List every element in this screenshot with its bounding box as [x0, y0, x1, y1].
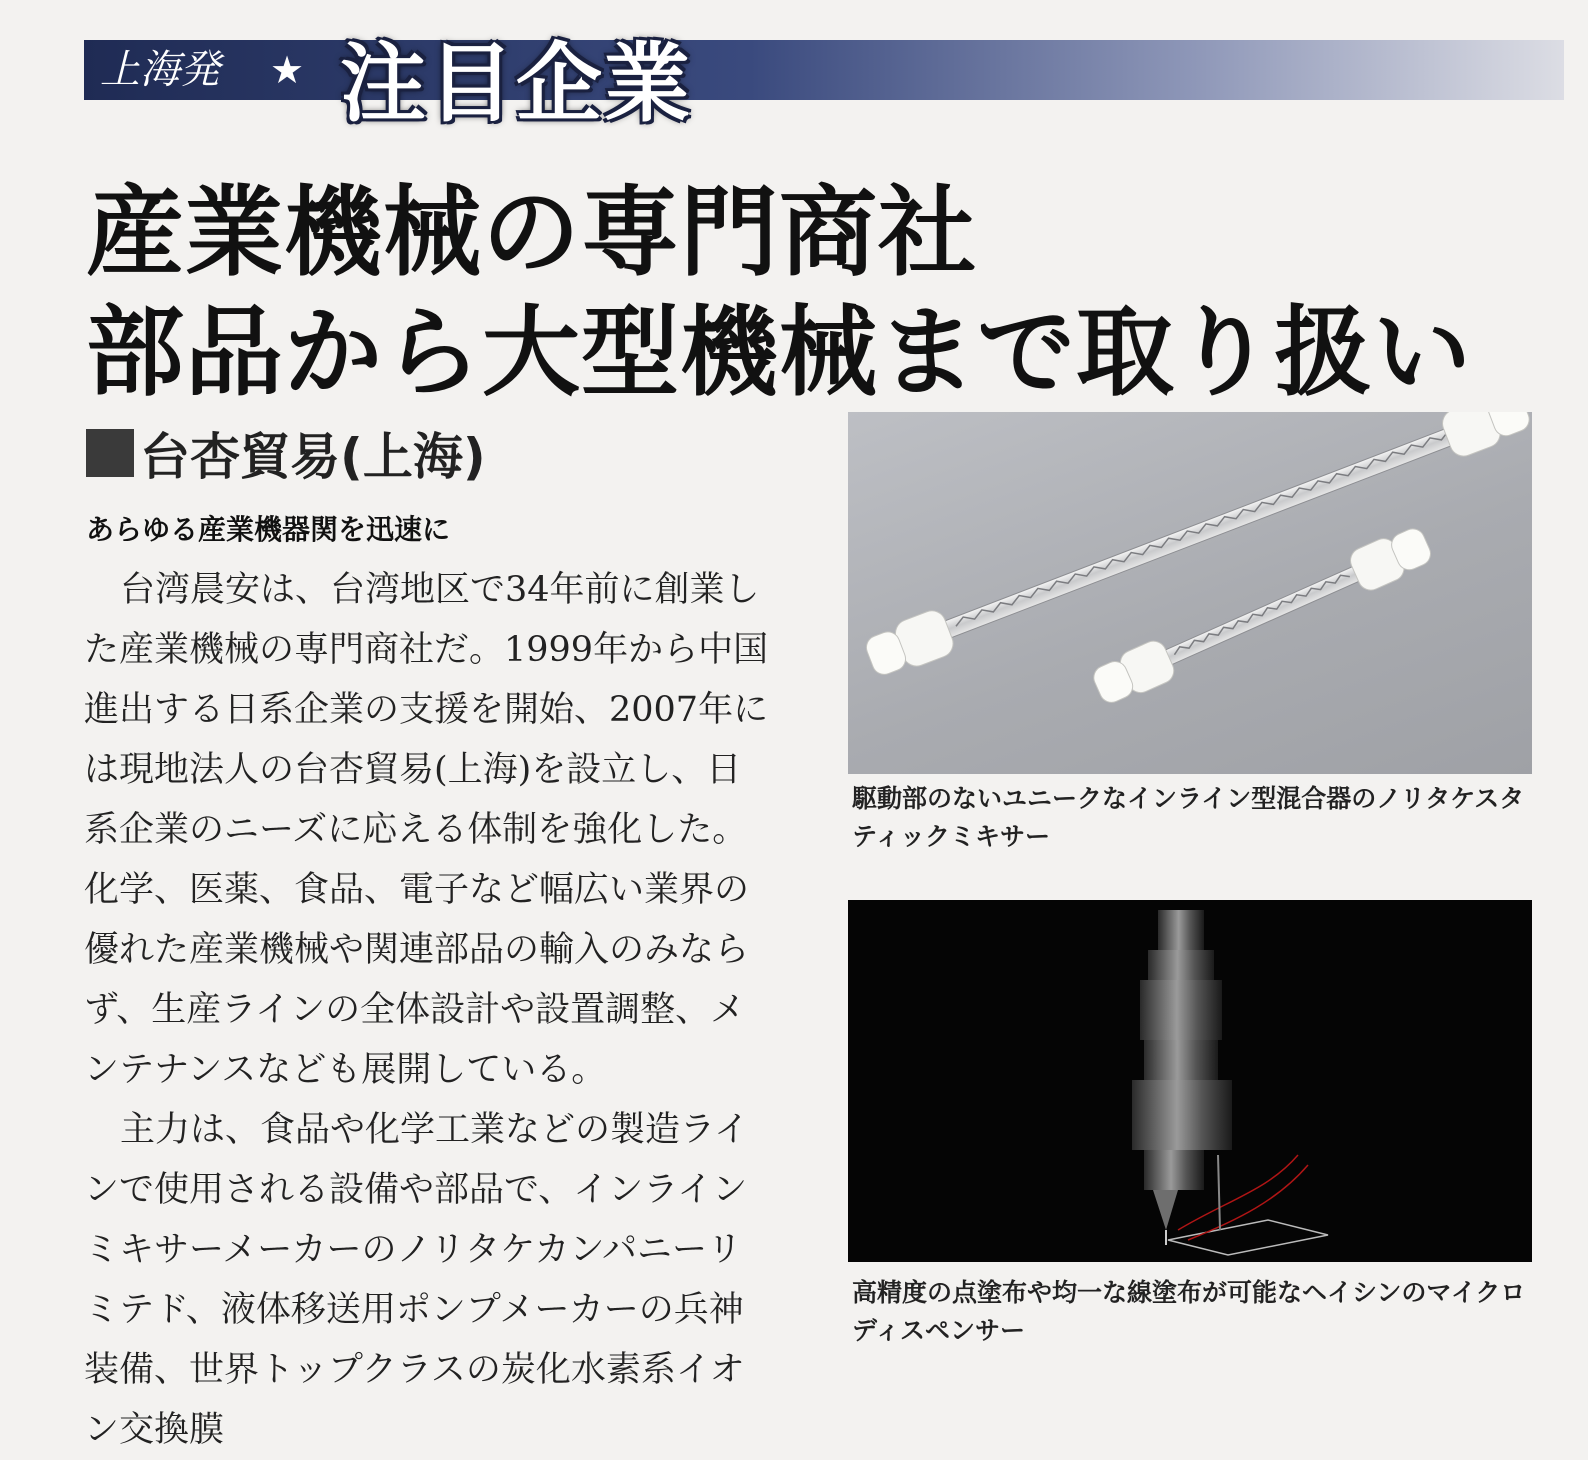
- static-mixer-photo: [848, 412, 1532, 774]
- article-paragraph: 主力は、食品や化学工業などの製造ラインで使用される設備や部品で、インラインミキサーメーカーのノリタケカンパニーリミテド、液体移送用ポンプメーカーの兵神装備、世界トップクラスの炭化水素系イオン交換膜: [84, 1110, 749, 1450]
- headline-line-1: 産業機械の専門商社: [86, 176, 978, 290]
- dispenser-photo-caption: 高精度の点塗布や均一な線塗布が可能なヘイシンのマイクロディスペンサー: [852, 1278, 1526, 1345]
- company-label: [86, 420, 486, 486]
- mixer-photo-caption: 駆動部のないユニークなインライン型混合器のノリタケスタティックミキサー: [852, 784, 1525, 851]
- article-subhead: あらゆる産業機器関を迅速に: [86, 513, 451, 546]
- article-body: [84, 560, 774, 1460]
- company-name: 台杏貿易(上海): [140, 428, 486, 486]
- header-title: 注目企業: [340, 34, 692, 134]
- headline-line-2: 部品から大型機械まで取り扱い: [86, 296, 1473, 410]
- micro-dispenser-photo: [848, 900, 1532, 1262]
- star-icon: ★: [270, 48, 305, 92]
- header-source: 上海発: [100, 47, 220, 93]
- header-band: [84, 40, 1564, 100]
- article-paragraph: 台湾晨安は、台湾地区で34年前に創業した産業機械の専門商社だ。1999年から中国進出する日系企業の支援を開始、2007年には現地法人の台杏貿易(上海)を設立し、日系企業のニーズに応える体制を強化した。化学、医薬、食品、電子など幅広い業界の優れた産業機械や関連部品の輸入のみならず、生産ラインの全体設計や設置調整、メンテナンスなども展開している。: [84, 570, 769, 1090]
- square-bullet-icon: [86, 429, 134, 477]
